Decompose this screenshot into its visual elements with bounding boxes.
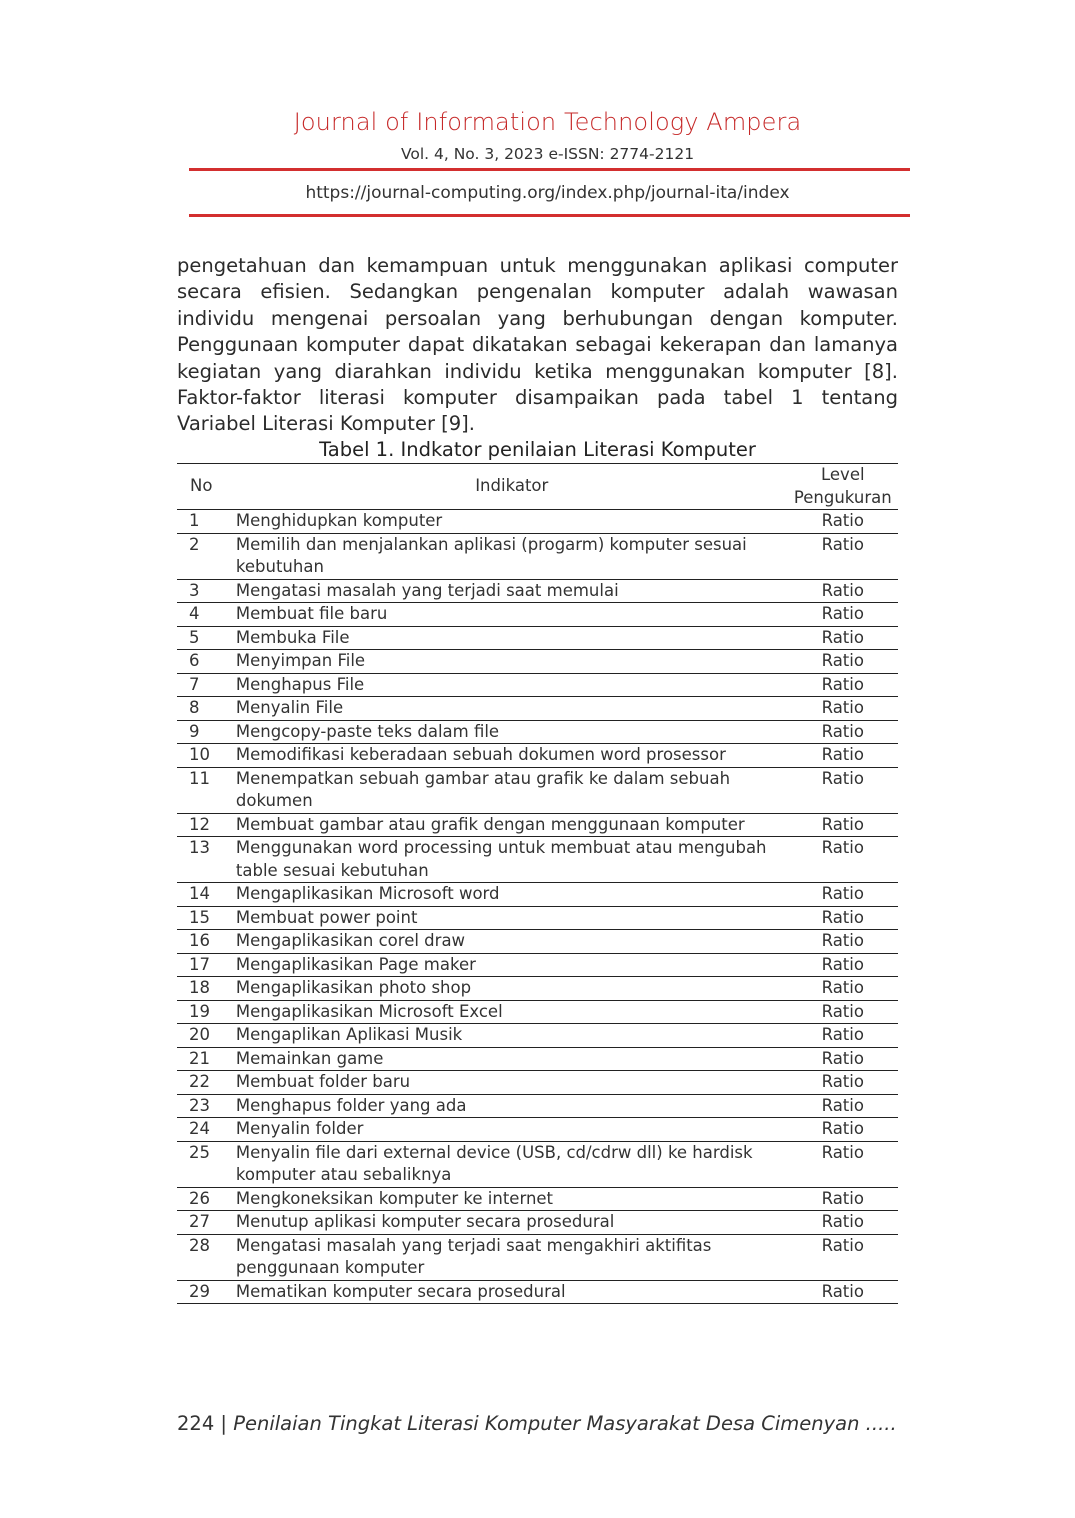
header-no: No — [177, 464, 236, 510]
header-level-line2: Pengukuran — [793, 487, 892, 507]
table-row — [177, 626, 898, 650]
cell-no: 5 — [177, 626, 236, 650]
cell-indikator: Mengaplikan Aplikasi Musik — [236, 1024, 788, 1048]
cell-indikator: Mengatasi masalah yang terjadi saat memulai — [236, 579, 788, 603]
cell-no: 1 — [177, 510, 236, 534]
cell-level: Ratio — [788, 720, 898, 744]
cell-no: 27 — [177, 1211, 236, 1235]
table-header-row — [177, 464, 898, 510]
cell-no: 7 — [177, 673, 236, 697]
cell-no: 26 — [177, 1187, 236, 1211]
cell-level: Ratio — [788, 533, 898, 579]
cell-indikator: Mengatasi masalah yang terjadi saat mengakhiri aktifitas penggunaan komputer — [236, 1234, 788, 1280]
cell-indikator: Menghapus folder yang ada — [236, 1094, 788, 1118]
cell-no: 29 — [177, 1280, 236, 1304]
cell-level: Ratio — [788, 626, 898, 650]
cell-indikator: Membuat gambar atau grafik dengan menggunaan komputer — [236, 813, 788, 837]
page-footer — [177, 1412, 977, 1435]
cell-no: 4 — [177, 603, 236, 627]
cell-level: Ratio — [788, 1000, 898, 1024]
table-row — [177, 813, 898, 837]
cell-indikator: Mengaplikasikan Microsoft word — [236, 883, 788, 907]
cell-no: 8 — [177, 697, 236, 721]
cell-indikator: Menyalin file dari external device (USB, cd/cdrw dll) ke hardisk komputer atau sebaliknya — [236, 1141, 788, 1187]
cell-no: 14 — [177, 883, 236, 907]
table-body — [177, 510, 898, 1304]
cell-level: Ratio — [788, 1047, 898, 1071]
header-indikator: Indikator — [236, 464, 788, 510]
table-row — [177, 1280, 898, 1304]
cell-level: Ratio — [788, 650, 898, 674]
footer-separator: | — [214, 1412, 234, 1435]
cell-indikator: Mengkoneksikan komputer ke internet — [236, 1187, 788, 1211]
cell-level: Ratio — [788, 1071, 898, 1095]
cell-indikator: Membuat file baru — [236, 603, 788, 627]
cell-no: 17 — [177, 953, 236, 977]
cell-indikator: Mengaplikasikan photo shop — [236, 977, 788, 1001]
cell-no: 12 — [177, 813, 236, 837]
cell-level: Ratio — [788, 1118, 898, 1142]
cell-no: 22 — [177, 1071, 236, 1095]
table-row — [177, 977, 898, 1001]
cell-indikator: Menggunakan word processing untuk membuat atau mengubah table sesuai kebutuhan — [236, 837, 788, 883]
cell-indikator: Mematikan komputer secara prosedural — [236, 1280, 788, 1304]
table-row — [177, 720, 898, 744]
cell-level: Ratio — [788, 906, 898, 930]
cell-level: Ratio — [788, 744, 898, 768]
table-row — [177, 533, 898, 579]
table-row — [177, 697, 898, 721]
cell-no: 18 — [177, 977, 236, 1001]
cell-indikator: Menempatkan sebuah gambar atau grafik ke dalam sebuah dokumen — [236, 767, 788, 813]
cell-level: Ratio — [788, 1187, 898, 1211]
page-number: 224 — [177, 1412, 215, 1435]
running-title: Penilaian Tingkat Literasi Komputer Masyarakat Desa Cimenyan ..... — [233, 1412, 897, 1435]
cell-level: Ratio — [788, 673, 898, 697]
table-row — [177, 883, 898, 907]
cell-level: Ratio — [788, 883, 898, 907]
cell-indikator: Memodifikasi keberadaan sebuah dokumen word prosessor — [236, 744, 788, 768]
cell-level: Ratio — [788, 1234, 898, 1280]
table-row — [177, 767, 898, 813]
cell-level: Ratio — [788, 953, 898, 977]
header-rule-bottom — [189, 214, 910, 217]
body-paragraph: pengetahuan dan kemampuan untuk menggunakan aplikasi computer secara efisien. Sedangkan pengenalan komputer adalah wawasan individu mengenai persoalan yang berhubungan dengan komputer. Penggunaan komputer dapat dikatakan sebagai kekerapan dan lamanya kegiatan yang diarahkan individu ketika menggunakan komputer [8]. Faktor-faktor literasi komputer disampaikan pada tabel 1 tentang Variabel Literasi Komputer [9]. — [177, 254, 898, 436]
cell-no: 23 — [177, 1094, 236, 1118]
journal-url[interactable]: https://journal-computing.org/index.php/journal-ita/index — [305, 183, 790, 203]
cell-level: Ratio — [788, 1094, 898, 1118]
table-row — [177, 1047, 898, 1071]
cell-indikator: Memilih dan menjalankan aplikasi (progarm) komputer sesuai kebutuhan — [236, 533, 788, 579]
cell-level: Ratio — [788, 510, 898, 534]
table-row — [177, 906, 898, 930]
cell-no: 3 — [177, 579, 236, 603]
cell-no: 11 — [177, 767, 236, 813]
journal-title: Journal of Information Technology Ampera — [293, 108, 802, 136]
cell-no: 10 — [177, 744, 236, 768]
table-row — [177, 837, 898, 883]
cell-indikator: Mengaplikasikan Page maker — [236, 953, 788, 977]
cell-no: 16 — [177, 930, 236, 954]
table-row — [177, 1118, 898, 1142]
cell-level: Ratio — [788, 1024, 898, 1048]
table-row — [177, 1094, 898, 1118]
cell-indikator: Mengaplikasikan corel draw — [236, 930, 788, 954]
cell-no: 9 — [177, 720, 236, 744]
header-level — [788, 464, 898, 510]
table-row — [177, 1000, 898, 1024]
cell-no: 24 — [177, 1118, 236, 1142]
journal-meta: Vol. 4, No. 3, 2023 e-ISSN: 2774-2121 — [400, 145, 695, 163]
table-row — [177, 579, 898, 603]
table-row — [177, 650, 898, 674]
cell-no: 13 — [177, 837, 236, 883]
cell-level: Ratio — [788, 837, 898, 883]
cell-no: 2 — [177, 533, 236, 579]
cell-level: Ratio — [788, 977, 898, 1001]
cell-indikator: Menyimpan File — [236, 650, 788, 674]
cell-no: 15 — [177, 906, 236, 930]
cell-no: 20 — [177, 1024, 236, 1048]
table-row — [177, 930, 898, 954]
table-row — [177, 1024, 898, 1048]
header-rule-top — [189, 168, 910, 171]
cell-no: 19 — [177, 1000, 236, 1024]
cell-level: Ratio — [788, 813, 898, 837]
cell-level: Ratio — [788, 603, 898, 627]
cell-no: 6 — [177, 650, 236, 674]
table-row — [177, 510, 898, 534]
table-row — [177, 1234, 898, 1280]
cell-level: Ratio — [788, 1211, 898, 1235]
cell-indikator: Menutup aplikasi komputer secara prosedural — [236, 1211, 788, 1235]
cell-level: Ratio — [788, 697, 898, 721]
table-row — [177, 1211, 898, 1235]
cell-indikator: Menyalin folder — [236, 1118, 788, 1142]
header-level-line1: Level — [821, 465, 865, 484]
cell-indikator: Membuat power point — [236, 906, 788, 930]
cell-level: Ratio — [788, 579, 898, 603]
table-row — [177, 953, 898, 977]
literacy-indicator-table — [177, 463, 898, 1304]
table-row — [177, 673, 898, 697]
cell-level: Ratio — [788, 767, 898, 813]
cell-no: 28 — [177, 1234, 236, 1280]
table-caption: Tabel 1. Indkator penilaian Literasi Komputer — [319, 438, 756, 461]
table-row — [177, 1071, 898, 1095]
cell-level: Ratio — [788, 930, 898, 954]
cell-level: Ratio — [788, 1280, 898, 1304]
cell-no: 25 — [177, 1141, 236, 1187]
table-row — [177, 1187, 898, 1211]
table-row — [177, 1141, 898, 1187]
cell-no: 21 — [177, 1047, 236, 1071]
cell-indikator: Membuka File — [236, 626, 788, 650]
cell-indikator: Menghapus File — [236, 673, 788, 697]
cell-indikator: Menyalin File — [236, 697, 788, 721]
cell-indikator: Menghidupkan komputer — [236, 510, 788, 534]
cell-indikator: Mengcopy-paste teks dalam file — [236, 720, 788, 744]
table-row — [177, 744, 898, 768]
cell-level: Ratio — [788, 1141, 898, 1187]
table-row — [177, 603, 898, 627]
cell-indikator: Membuat folder baru — [236, 1071, 788, 1095]
cell-indikator: Mengaplikasikan Microsoft Excel — [236, 1000, 788, 1024]
cell-indikator: Memainkan game — [236, 1047, 788, 1071]
